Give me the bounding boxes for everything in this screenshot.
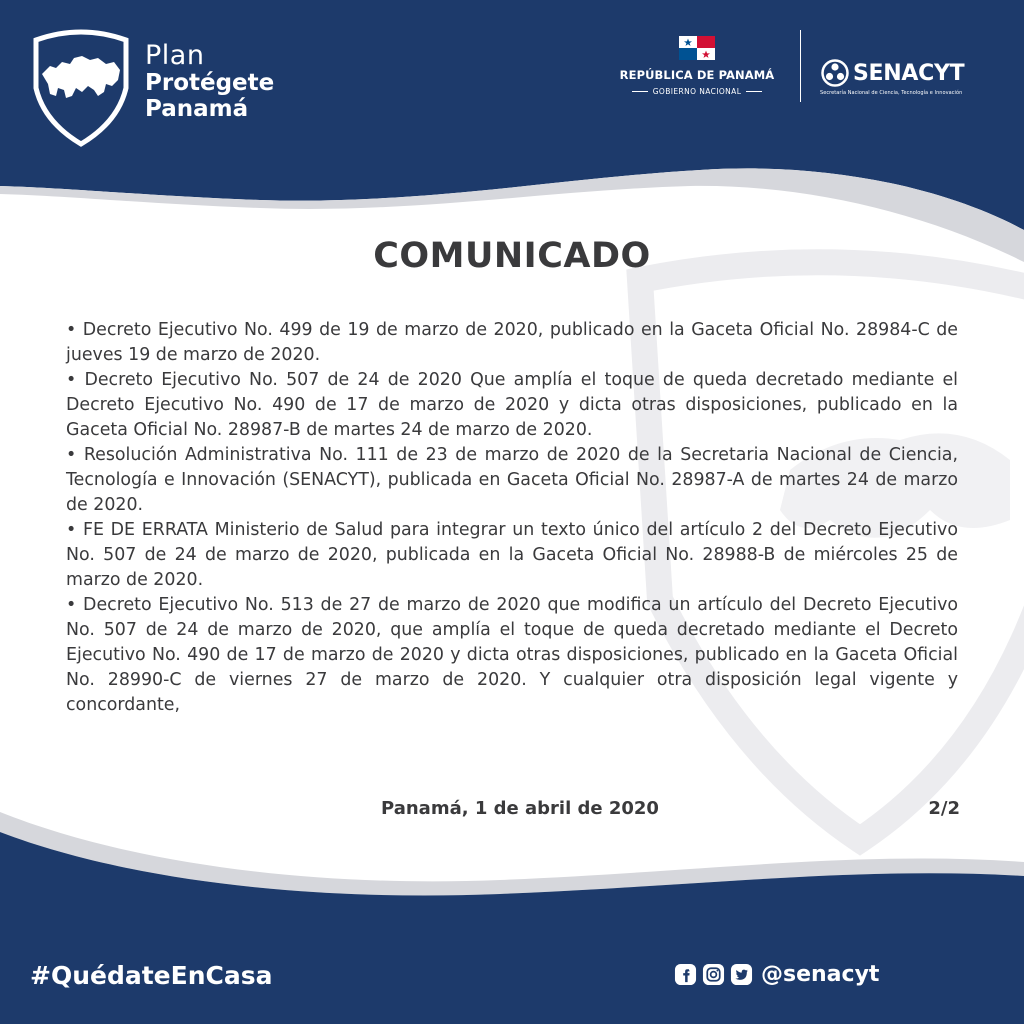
communique-body bbox=[66, 318, 958, 718]
instagram-icon[interactable] bbox=[702, 963, 725, 986]
senacyt-logo-icon bbox=[820, 58, 850, 88]
page-title: COMUNICADO bbox=[373, 236, 651, 276]
facebook-icon[interactable] bbox=[674, 963, 697, 986]
divider-dash bbox=[746, 91, 762, 92]
communique-item: • Resolución Administrativa No. 111 de 23 de marzo de 2020 de la Secretaria Nacional de Ciencia, Tecnología e Innovación (SENACYT), publicada en Gaceta Oficial No. 28987-A de martes 24 de marzo de 2020. bbox=[66, 445, 958, 515]
plan-logo-text bbox=[145, 42, 274, 121]
communique-item: • Decreto Ejecutivo No. 507 de 24 de 2020 Que amplía el toque de queda decretado mediante el Decreto Ejecutivo No. 490 de 17 de marzo de 2020 y dicta otras disposiciones, publicado en la Gaceta Oficial No. 28987-B de martes 24 de marzo de 2020. bbox=[66, 370, 958, 440]
government-subtitle: GOBIERNO NACIONAL bbox=[652, 87, 742, 96]
senacyt-name: SENACYT bbox=[853, 60, 965, 86]
social-bar bbox=[674, 962, 879, 987]
communique-item: • Decreto Ejecutivo No. 513 de 27 de marzo de 2020 que modifica un artículo del Decreto Ejecutivo No. 507 de 24 de marzo de 2020, que amplía el toque de queda decretado mediante el Decreto Ejecutivo No. 490 de 17 de marzo de 2020 y dicta otras disposiciones, publicado en la Gaceta Oficial No. 28990-C de viernes 27 de marzo de 2020. Y cualquier otra disposición legal vigente y concordante, bbox=[66, 595, 958, 715]
senacyt-subtitle: Secretaría Nacional de Ciencia, Tecnología e Innovación bbox=[820, 90, 963, 96]
social-handle[interactable]: @senacyt bbox=[761, 962, 880, 987]
plan-line1: Plan bbox=[145, 40, 205, 71]
page-number: 2/2 bbox=[928, 798, 960, 819]
document-date: Panamá, 1 de abril de 2020 bbox=[381, 798, 659, 819]
panama-flag-icon bbox=[679, 36, 715, 60]
shield-with-panama-map-icon bbox=[30, 26, 132, 148]
communique-item: • Decreto Ejecutivo No. 499 de 19 de marzo de 2020, publicado en la Gaceta Oficial No. 28984-C de jueves 19 de marzo de 2020. bbox=[66, 320, 958, 365]
hashtag: #QuédateEnCasa bbox=[30, 961, 273, 990]
plan-line2: Protégete bbox=[145, 70, 275, 96]
twitter-icon[interactable] bbox=[730, 963, 753, 986]
header-divider bbox=[800, 30, 801, 102]
senacyt-logo bbox=[820, 58, 964, 96]
divider-dash bbox=[632, 91, 648, 92]
plan-line3: Panamá bbox=[145, 96, 249, 122]
government-name: REPÚBLICA DE PANAMÁ bbox=[619, 68, 775, 82]
government-subtitle-row bbox=[606, 87, 788, 96]
communique-item: • FE DE ERRATA Ministerio de Salud para integrar un texto único del artículo 2 del Decreto Ejecutivo No. 507 de 24 de marzo de 2020, publicada en la Gaceta Oficial No. 28988-B de miércoles 25 de marzo de 2020. bbox=[66, 520, 958, 590]
government-logo bbox=[606, 36, 788, 96]
